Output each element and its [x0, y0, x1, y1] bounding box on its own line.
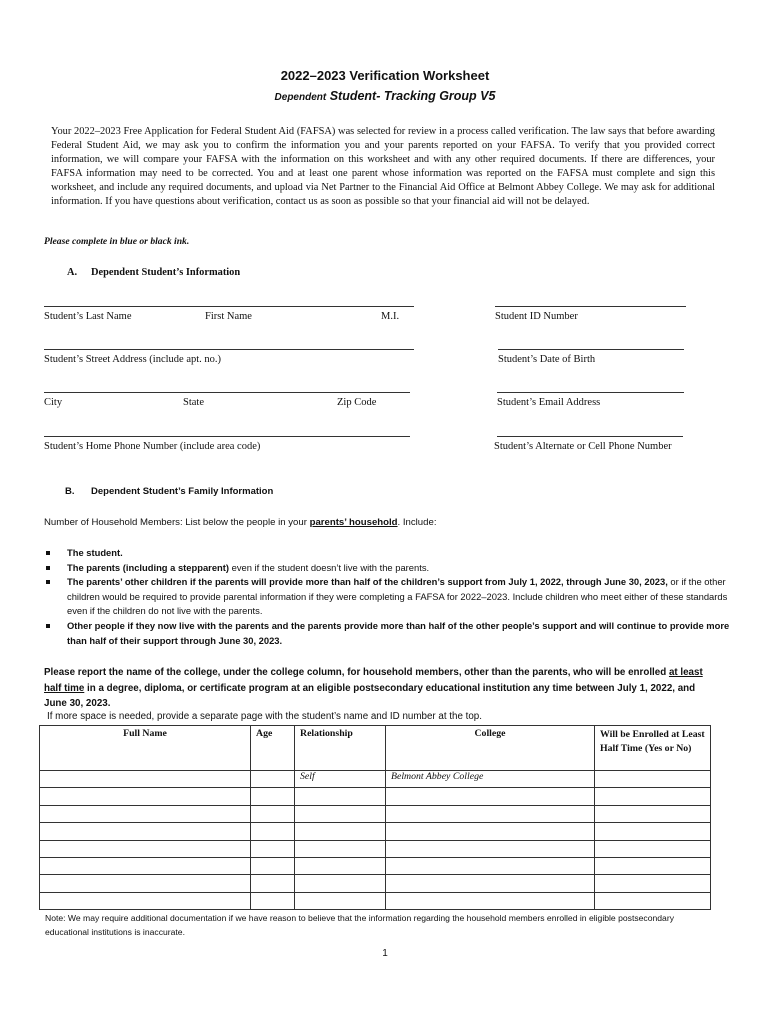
cell-relationship[interactable] [295, 840, 386, 857]
cell-full-name[interactable] [40, 857, 251, 874]
cell-relationship[interactable]: Self [295, 771, 386, 788]
table-row [40, 857, 711, 874]
bullet-square-icon [46, 624, 50, 628]
subtitle-tracking-group: Student- Tracking Group V5 [329, 89, 496, 103]
list-item: The parents (including a stepparent) even if the student doesn’t live with the parents. [44, 561, 734, 576]
student-id-label: Student ID Number [495, 311, 578, 322]
cell-age[interactable] [251, 892, 295, 909]
cell-relationship[interactable] [295, 788, 386, 805]
section-b-letter: B. [65, 486, 75, 497]
cell-age[interactable] [251, 788, 295, 805]
page-number: 1 [382, 948, 388, 959]
cell-age[interactable] [251, 771, 295, 788]
city-label: City [44, 397, 63, 408]
first-name-label: First Name [205, 311, 252, 322]
extra-space-note: If more space is needed, provide a separate page with the student’s name and ID number at the top. [47, 711, 482, 722]
cell-college[interactable]: Belmont Abbey College [386, 771, 595, 788]
parents-household-text: parents’ household [309, 517, 398, 528]
cell-full-name[interactable] [40, 771, 251, 788]
cell-college[interactable] [386, 805, 595, 822]
ink-instruction: Please complete in blue or black ink. [44, 236, 190, 247]
email-label: Student’s Email Address [497, 397, 601, 408]
cell-enrolled[interactable] [595, 805, 711, 822]
at-least-half-time-text: at least half time [44, 667, 703, 694]
cell-enrolled[interactable] [595, 788, 711, 805]
col-header-enrolled: Will be Enrolled at Least Half Time (Yes or No) [595, 726, 711, 771]
cell-college[interactable] [386, 857, 595, 874]
email-line[interactable] [497, 392, 684, 393]
street-address-label: Student’s Street Address (include apt. no.) [44, 354, 222, 365]
alt-phone-line[interactable] [497, 436, 683, 437]
table-row [40, 823, 711, 840]
cell-relationship[interactable] [295, 892, 386, 909]
bullet-square-icon [46, 551, 50, 555]
alt-phone-label: Student’s Alternate or Cell Phone Number [494, 441, 672, 452]
cell-enrolled[interactable] [595, 857, 711, 874]
state-label: State [183, 397, 204, 408]
table-row [40, 892, 711, 909]
cell-enrolled[interactable] [595, 771, 711, 788]
subtitle-dependent: Dependent [274, 92, 327, 103]
cell-full-name[interactable] [40, 823, 251, 840]
cell-age[interactable] [251, 840, 295, 857]
table-row [40, 875, 711, 892]
list-item: The student. [44, 546, 734, 561]
cell-college[interactable] [386, 823, 595, 840]
cell-college[interactable] [386, 840, 595, 857]
footnote: Note: We may require additional documentation if we have reason to believe that the information regarding the household members enrolled in eligible postsecondary educational institutions is inaccurate. [45, 913, 674, 937]
city-state-zip-line[interactable] [44, 392, 410, 393]
home-phone-line[interactable] [44, 436, 410, 437]
intro-paragraph: Your 2022–2023 Free Application for Federal Student Aid (FAFSA) was selected for review in a process called verification. The law says that before awarding Federal Student Aid, we may ask you to confirm the information you and your parents reported on your FAFSA. To verify that you provided correct information, we will compare your FAFSA with the information on this worksheet and with any other required documents. If there are differences, your FAFSA information may need to be corrected. You and at least one parent whose information was reported on the FAFSA must complete and sign this worksheet, and include any required documents, and upload via Net Partner to the Financial Aid Office at Belmont Abbey College. We may ask for additional information. If you have questions about verification, contact us as soon as possible so that your financial aid will not be delayed. [51, 126, 715, 207]
cell-full-name[interactable] [40, 892, 251, 909]
section-a-heading [67, 267, 240, 278]
cell-relationship[interactable] [295, 823, 386, 840]
table-row [40, 771, 711, 788]
cell-relationship[interactable] [295, 805, 386, 822]
dob-label: Student’s Date of Birth [498, 354, 596, 365]
col-header-full-name: Full Name [40, 726, 251, 771]
cell-enrolled[interactable] [595, 823, 711, 840]
page-title: 2022–2023 Verification Worksheet [280, 68, 490, 83]
bullet-square-icon [46, 580, 50, 584]
cell-full-name[interactable] [40, 875, 251, 892]
table-row [40, 805, 711, 822]
household-members-instruction [44, 517, 436, 528]
section-a-letter: A. [67, 267, 78, 278]
cell-full-name[interactable] [40, 840, 251, 857]
household-include-list [44, 546, 734, 648]
household-members-table [39, 725, 711, 910]
col-header-college: College [386, 726, 595, 771]
cell-age[interactable] [251, 875, 295, 892]
household-prefix: Number of Household Members: List below the people in your [44, 517, 307, 528]
home-phone-label: Student’s Home Phone Number (include area code) [44, 441, 261, 452]
list-item: Other people if they now live with the parents and the parents provide more than half of the other people’s support and will continue to provide more than half of their support through June 30, 2023. [44, 619, 734, 648]
dob-line[interactable] [498, 349, 684, 350]
section-b-heading [65, 486, 273, 497]
cell-enrolled[interactable] [595, 875, 711, 892]
cell-relationship[interactable] [295, 857, 386, 874]
last-name-label: Student’s Last Name [44, 311, 132, 322]
cell-enrolled[interactable] [595, 840, 711, 857]
cell-enrolled[interactable] [595, 892, 711, 909]
cell-college[interactable] [386, 892, 595, 909]
street-address-line[interactable] [44, 349, 414, 350]
page-subtitle [0, 89, 770, 103]
section-a-title: Dependent Student’s Information [91, 267, 241, 278]
cell-age[interactable] [251, 805, 295, 822]
college-report-instruction: Please report the name of the college, under the college column, for household members, other than the parents, who will be enrolled at least half time in a degree, diploma, or certificate program at an eligible postsecondary educational institution any time between July 1, 2022, and June 30, 2023. [44, 667, 703, 709]
col-header-age: Age [251, 726, 295, 771]
table-row [40, 788, 711, 805]
bullet-square-icon [46, 566, 50, 570]
table-header-row [40, 726, 711, 771]
cell-relationship[interactable] [295, 875, 386, 892]
table-row [40, 840, 711, 857]
list-item: The parents’ other children if the parents will provide more than half of the children’s support from July 1, 2022, through June 30, 2023, or if the other children would be required to provide parental information if they were completing a FAFSA for 2022–2023. Include children who meet either of these standards even if the children do not live with the parents. [44, 575, 734, 619]
cell-age[interactable] [251, 857, 295, 874]
col-header-relationship: Relationship [295, 726, 386, 771]
household-suffix: . Include: [397, 517, 437, 528]
mi-label: M.I. [381, 311, 400, 322]
student-id-line[interactable] [495, 306, 686, 307]
section-b-title: Dependent Student’s Family Information [91, 486, 274, 497]
cell-college[interactable] [386, 788, 595, 805]
cell-full-name[interactable] [40, 788, 251, 805]
cell-full-name[interactable] [40, 805, 251, 822]
cell-college[interactable] [386, 875, 595, 892]
zip-label: Zip Code [337, 397, 377, 408]
last-name-line[interactable] [44, 306, 414, 307]
cell-age[interactable] [251, 823, 295, 840]
